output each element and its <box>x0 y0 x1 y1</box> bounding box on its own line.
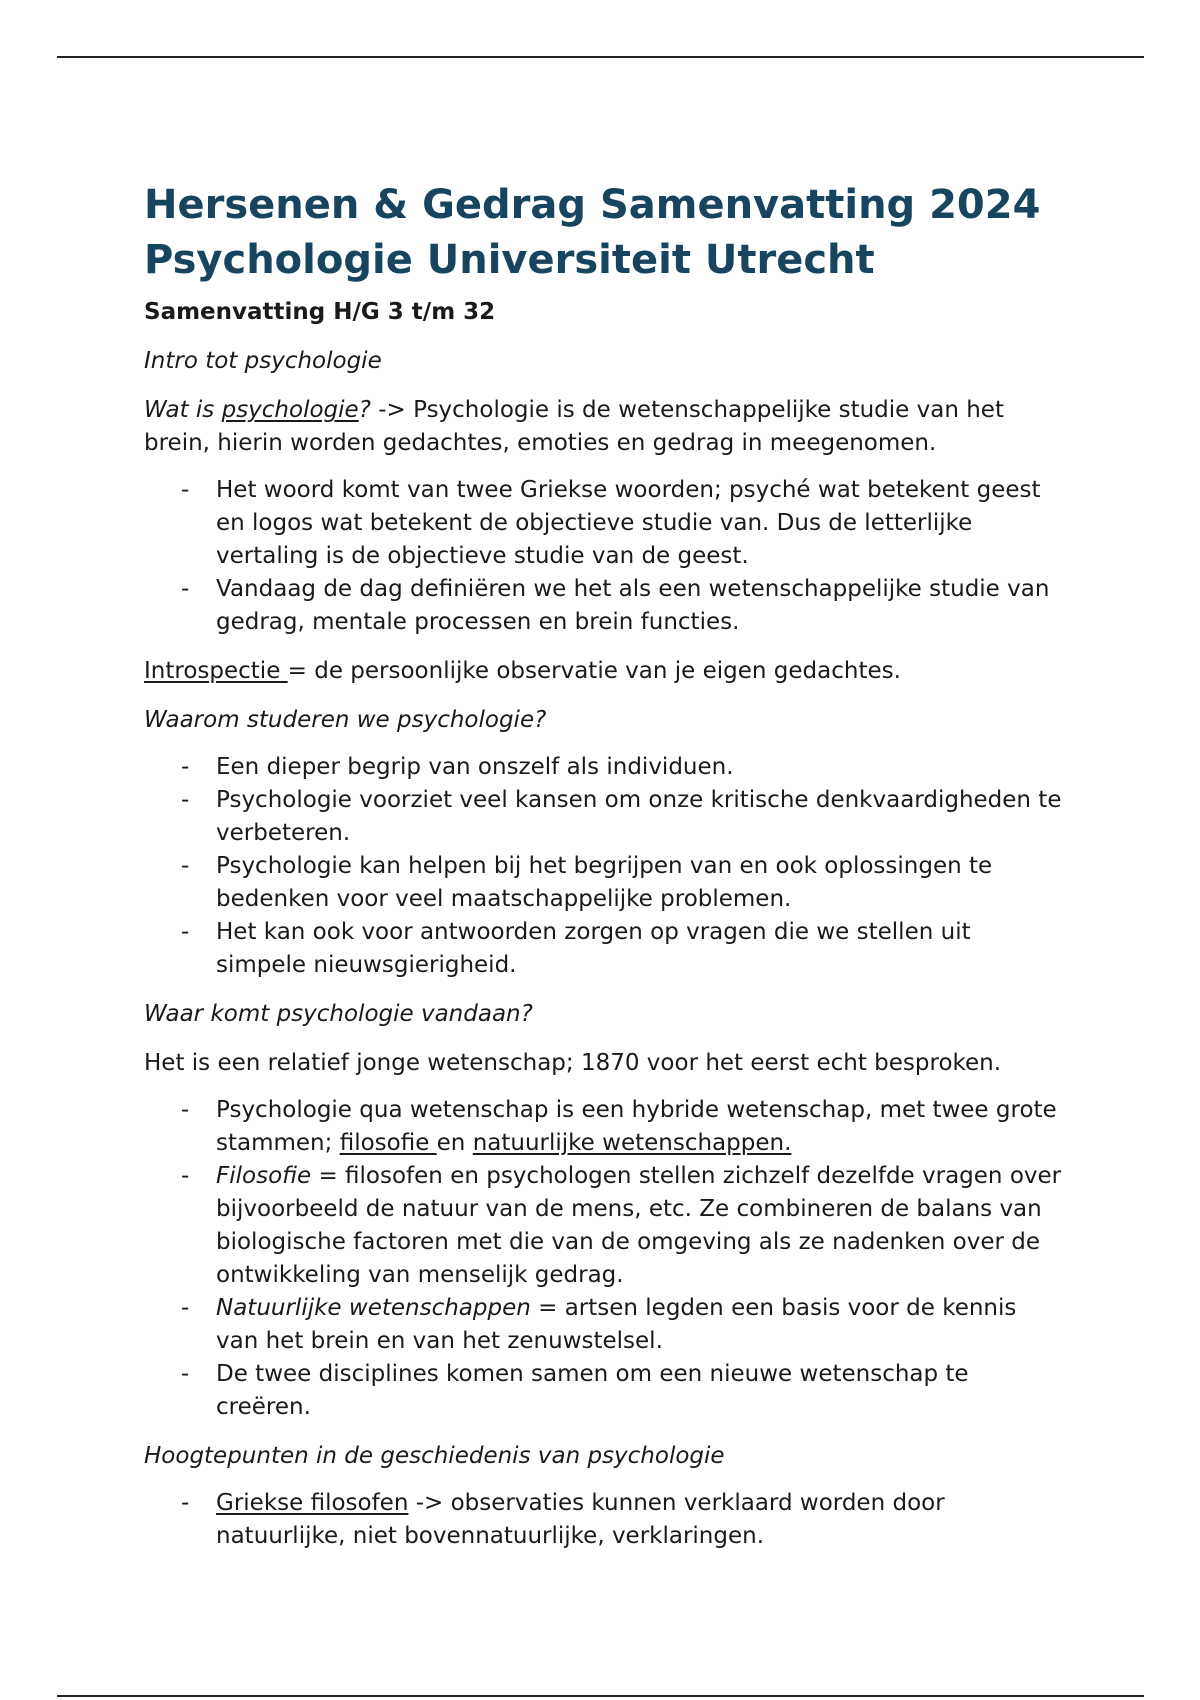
item-text: = artsen legden een basis voor de kennis van het brein en van het zenuwstelsel. <box>216 1295 1017 1354</box>
list-item <box>144 1160 1064 1292</box>
list-item: - Het kan ook voor antwoorden zorgen op vragen die we stellen uit simpele nieuwsgierigheid. <box>144 916 1064 982</box>
list-item: - Vandaag de dag definiëren we het als een wetenschappelijke studie van gedrag, mentale processen en brein functies. <box>144 573 1064 639</box>
title-line-1: Hersenen & Gedrag Samenvatting 2024 <box>144 182 1041 228</box>
document-subtitle: Samenvatting H/G 3 t/m 32 <box>144 299 496 325</box>
definition-text: -> Psychologie is de wetenschappelijke studie van het brein, hierin worden gedachtes, emoties en gedrag in meegenomen. <box>144 397 1004 456</box>
document-title <box>144 178 1064 288</box>
section-heading-intro: Intro tot psychologie <box>144 348 382 374</box>
term-natuurlijke-wetenschappen: natuurlijke wetenschappen. <box>472 1130 792 1156</box>
item-text: en <box>436 1130 473 1156</box>
question-prefix: Wat is <box>144 397 222 423</box>
item-text: = filosofen en psychologen stellen zichzelf dezelfde vragen over bijvoorbeeld de natuur van de mens, etc. Ze combineren de balans van biologische factoren met die van de omgeving als ze nadenken over de ontwikkeling van menselijk gedrag. <box>216 1163 1062 1288</box>
section-heading-origin: Waar komt psychologie vandaan? <box>144 1001 533 1027</box>
term-natuurlijke-wetenschappen-italic: Natuurlijke wetenschappen <box>216 1295 531 1321</box>
list-item: - De twee disciplines komen samen om een nieuwe wetenschap te creëren. <box>144 1358 1064 1424</box>
list-why-study <box>144 751 1064 982</box>
list-item: - Een dieper begrip van onszelf als individuen. <box>144 751 1064 784</box>
item-text: Psychologie qua wetenschap is een hybride wetenschap, met twee grote stammen; <box>216 1097 1057 1156</box>
term-griekse-filosofen: Griekse filosofen <box>216 1490 409 1516</box>
term-filosofie-italic: Filosofie <box>216 1163 312 1189</box>
list-origin <box>144 1094 1064 1424</box>
paragraph-what-is-psychology <box>144 394 1064 460</box>
term-introspectie: Introspectie <box>144 658 288 684</box>
paragraph-introspectie <box>144 655 1064 688</box>
list-history <box>144 1487 1064 1553</box>
list-item <box>144 1094 1064 1160</box>
paragraph-origin: Het is een relatief jonge wetenschap; 1870 voor het eerst echt besproken. <box>144 1050 1002 1076</box>
list-psychology-definition <box>144 474 1064 639</box>
list-item: - Het woord komt van twee Griekse woorden; psyché wat betekent geest en logos wat betekent de objectieve studie van. Dus de letterlijke vertaling is de objectieve studie van de geest. <box>144 474 1064 573</box>
bottom-rule <box>57 1695 1144 1697</box>
term-filosofie: filosofie <box>339 1130 437 1156</box>
list-item: - Psychologie voorziet veel kansen om onze kritische denkvaardigheden te verbeteren. <box>144 784 1064 850</box>
top-rule <box>57 56 1144 58</box>
list-item: - Psychologie kan helpen bij het begrijpen van en ook oplossingen te bedenken voor veel maatschappelijke problemen. <box>144 850 1064 916</box>
question-suffix: ? <box>358 397 371 423</box>
list-item <box>144 1292 1064 1358</box>
list-item <box>144 1487 1064 1553</box>
section-heading-history: Hoogtepunten in de geschiedenis van psychologie <box>144 1443 725 1469</box>
term-psychologie: psychologie <box>221 397 359 423</box>
item-text: -> observaties kunnen verklaard worden door natuurlijke, niet bovennatuurlijke, verklaringen. <box>216 1490 945 1549</box>
section-heading-why: Waarom studeren we psychologie? <box>144 707 547 733</box>
document-body <box>144 178 1064 1553</box>
title-line-2: Psychologie Universiteit Utrecht <box>144 237 875 283</box>
introspectie-definition: = de persoonlijke observatie van je eigen gedachtes. <box>287 658 901 684</box>
